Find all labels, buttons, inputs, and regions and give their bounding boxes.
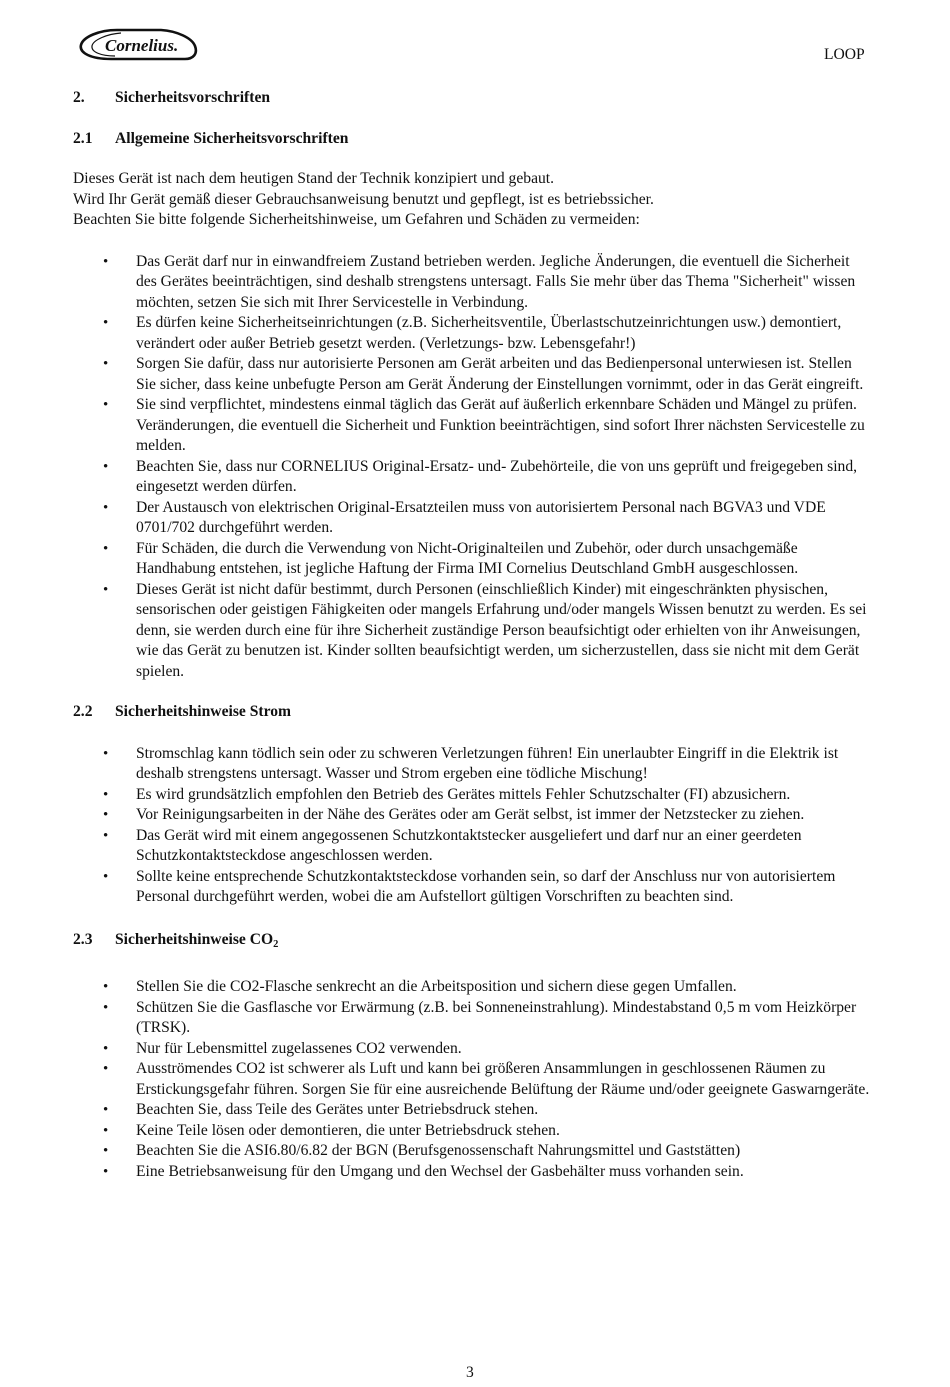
bullet-list-general xyxy=(73,252,873,683)
section-heading-2-1: 2.1 Allgemeine Sicherheitsvorschriften xyxy=(73,129,349,147)
list-item: • Für Schäden, die durch die Verwendung von Nicht-Originalteilen und Zubehör, oder durch unsachgemäße Handhabung entstehen, ist jegliche Haftung der Firma IMI Cornelius Deutschland GmbH ausgeschlossen. xyxy=(103,539,799,577)
list-item: • Das Gerät darf nur in einwandfreiem Zustand betrieben werden. Jegliche Änderungen, die eventuell die Sicherheit des Gerätes beeinträchtigen, sind deshalb strengstens untersagt. Falls Sie mehr über das Thema "Sicherheit" wissen möchten, setzen Sie sich mit Ihrer Servicestelle in Verbindung. xyxy=(103,252,856,311)
list-item: • Beachten Sie, dass Teile des Gerätes unter Betriebsdruck stehen. xyxy=(103,1101,539,1118)
section-heading-2-3: 2.3 Sicherheitshinweise $CO_2$ xyxy=(73,930,279,950)
list-item: • Keine Teile lösen oder demontieren, die unter Betriebsdruck stehen. xyxy=(103,1121,560,1139)
list-item: • Stellen Sie die CO2-Flasche senkrecht an die Arbeitsposition und sichern diese gegen Umfallen. xyxy=(103,978,737,995)
list-item: • Es dürfen keine Sicherheitseinrichtungen (z.B. Sicherheitsventile, Überlastschutzeinrichtungen usw.) demontiert, verändert oder außer Betrieb gesetzt werden. (Verletzungs- bzw. Lebensgefahr!) xyxy=(103,314,842,352)
list-item: • Sollte keine entsprechende Schutzkontaktsteckdose vorhanden sein, so darf der Anschluss nur von autorisiertem Personal durchgeführt werden, wobei die am Aufstellort gültigen Vorschriften zu beachten sind. xyxy=(103,867,836,905)
list-item: • Dieses Gerät ist nicht dafür bestimmt, durch Personen (einschließlich Kinder) mit eingeschränkten physischen, sensorischen oder geistigen Fähigkeiten oder mangels Erfahrung und/oder mangels Wissen benutzt zu werden. Es sei denn, sie werden durch eine für ihre Sicherheit zuständige Person beaufsichtigt oder erhielten von ihr Anweisungen, wie das Gerät zu benutzen ist. Kinder sollten beaufsichtigt werden, um sicherzustellen, dass sie nicht mit dem Gerät spielen. xyxy=(103,580,867,680)
list-item: • Nur für Lebensmittel zugelassenes CO2 verwenden. xyxy=(103,1039,462,1057)
cornelius-logo xyxy=(77,24,199,64)
svg-text:Cornelius.: Cornelius. xyxy=(105,36,179,55)
list-item: • Eine Betriebsanweisung für den Umgang und den Wechsel der Gasbehälter muss vorhanden sein. xyxy=(103,1162,744,1180)
list-item: • Stromschlag kann tödlich sein oder zu schweren Verletzungen führen! Ein unerlaubter Eingriff in die Elektrik ist deshalb strengstens untersagt. Wasser und Strom ergeben eine tödliche Mischung! xyxy=(103,744,839,782)
section-heading-2: 2. Sicherheitsvorschriften xyxy=(73,89,271,106)
list-item: • Sie sind verpflichtet, mindestens einmal täglich das Gerät auf äußerlich erkennbare Schäden und Mängel zu prüfen. Veränderungen, die eventuell die Sicherheit und Funktion beeinträchtigen, sind sofort Ihrer nächsten Servicestelle zu melden. xyxy=(103,396,865,454)
list-item: • Es wird grundsätzlich empfohlen den Betrieb des Gerätes mittels Fehler Schutzschalter (FI) abzusichern. xyxy=(103,785,791,803)
list-item: • Das Gerät wird mit einem angegossenen Schutzkontaktstecker ausgeliefert und darf nur an einer geerdeten Schutzkontaktsteckdose angeschlossen werden. xyxy=(103,826,802,864)
page-number: 3 xyxy=(466,1364,474,1381)
bullet-list-co2 xyxy=(73,977,873,1182)
list-item: • Schützen Sie die Gasflasche vor Erwärmung (z.B. bei Sonneneinstrahlung). Mindestabstand 0,5 m vom Heizkörper (TRSK). xyxy=(103,998,857,1036)
list-item: • Vor Reinigungsarbeiten in der Nähe des Gerätes oder am Gerät selbst, ist immer der Netzstecker zu ziehen. xyxy=(103,806,805,823)
list-item: • Ausströmendes CO2 ist schwerer als Luft und kann bei größeren Ansammlungen in geschlossenen Räumen zu Erstickungsgefahr führen. Sorgen Sie für eine ausreichende Belüftung der Räume und/oder geeignete Gaswarngeräte. xyxy=(103,1060,870,1098)
section-heading-2-2: 2.2 Sicherheitshinweise Strom xyxy=(73,703,292,720)
content xyxy=(73,88,873,1182)
list-item: • Beachten Sie, dass nur CORNELIUS Original-Ersatz- und- Zubehörteile, die von uns geprüft und freigegeben sind, eingesetzt werden dürfen. xyxy=(103,457,858,495)
intro-paragraph: Dieses Gerät ist nach dem heutigen Stand der Technik konzipiert und gebaut. Wird Ihr Gerät gemäß dieser Gebrauchsanweisung benutzt und gepflegt, ist es betriebssicher. Beachten Sie bitte folgende Sicherheitshinweise, um Gefahren und Schäden zu vermeiden: xyxy=(73,170,654,228)
bullet-list-power xyxy=(73,744,873,908)
list-item: • Beachten Sie die ASI6.80/6.82 der BGN (Berufsgenossenschaft Nahrungsmittel und Gaststätten) xyxy=(103,1142,741,1159)
list-item: • Sorgen Sie dafür, dass nur autorisierte Personen am Gerät arbeiten und das Bedienpersonal unterwiesen ist. Stellen Sie sicher, dass keine unbefugte Person am Gerät Änderung der Einstellungen vornimmt, oder in das Gerät eingreift. xyxy=(103,355,864,393)
header-right-label: LOOP xyxy=(824,46,865,63)
list-item: • Der Austausch von elektrischen Original-Ersatzteilen muss von autorisiertem Personal nach BGVA3 und VDE 0701/702 durchgeführt werden. xyxy=(103,498,826,536)
